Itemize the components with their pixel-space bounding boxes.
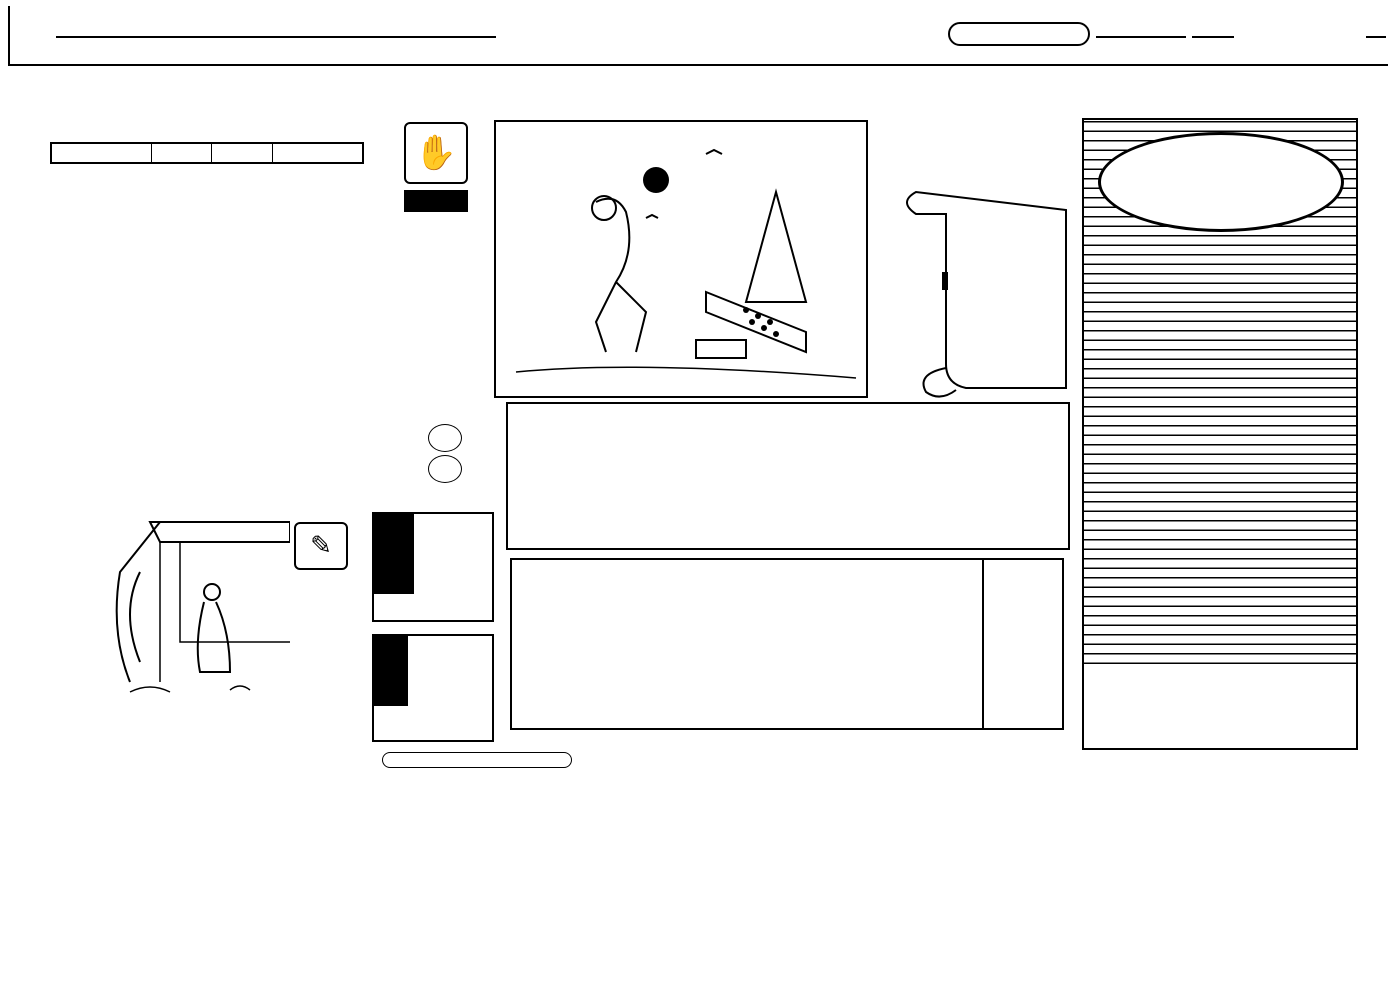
current-label xyxy=(374,636,408,706)
left-band xyxy=(4,110,26,966)
results-title xyxy=(382,752,572,768)
header-bottom-rule xyxy=(8,64,1388,66)
illustration-lady xyxy=(100,512,290,708)
illustration-kicker xyxy=(494,120,868,398)
picture-icon: ✎ xyxy=(294,522,348,570)
current-box xyxy=(372,634,494,742)
trend-grid xyxy=(692,758,1358,954)
header-rule-left xyxy=(56,36,496,38)
hot-table-header xyxy=(212,143,273,163)
year-box xyxy=(372,512,494,622)
horse-box xyxy=(506,402,1070,550)
kicker-drawing xyxy=(496,122,866,396)
bottom-band xyxy=(28,968,1390,990)
wave-number xyxy=(428,424,462,452)
schedule xyxy=(1084,668,1356,750)
scroll-drawing xyxy=(896,172,1076,404)
header-rule-mid xyxy=(1096,36,1186,38)
trend-svg xyxy=(692,758,1358,954)
wave-number xyxy=(428,455,462,483)
wave-label xyxy=(404,190,468,212)
hot-table-header xyxy=(51,143,151,163)
hot-table xyxy=(50,142,364,164)
issue-badge xyxy=(948,22,1090,46)
year-label xyxy=(374,514,414,594)
lady-drawing xyxy=(100,512,290,708)
top-band xyxy=(4,84,1390,106)
brand-box xyxy=(1082,118,1358,750)
header-rule-end xyxy=(1366,36,1386,38)
zodiac-label xyxy=(984,558,1064,730)
scroll xyxy=(896,172,1076,404)
notice-text xyxy=(82,272,414,510)
right-band xyxy=(1362,110,1388,966)
brand-name xyxy=(1098,132,1344,232)
hot-table-header xyxy=(272,143,363,163)
zodiac-grid xyxy=(510,558,984,730)
header-rule-right xyxy=(1192,36,1234,38)
hot-table-header xyxy=(151,143,212,163)
wave-icon: ✋ xyxy=(404,122,468,184)
header-brand-vertical xyxy=(8,6,54,66)
